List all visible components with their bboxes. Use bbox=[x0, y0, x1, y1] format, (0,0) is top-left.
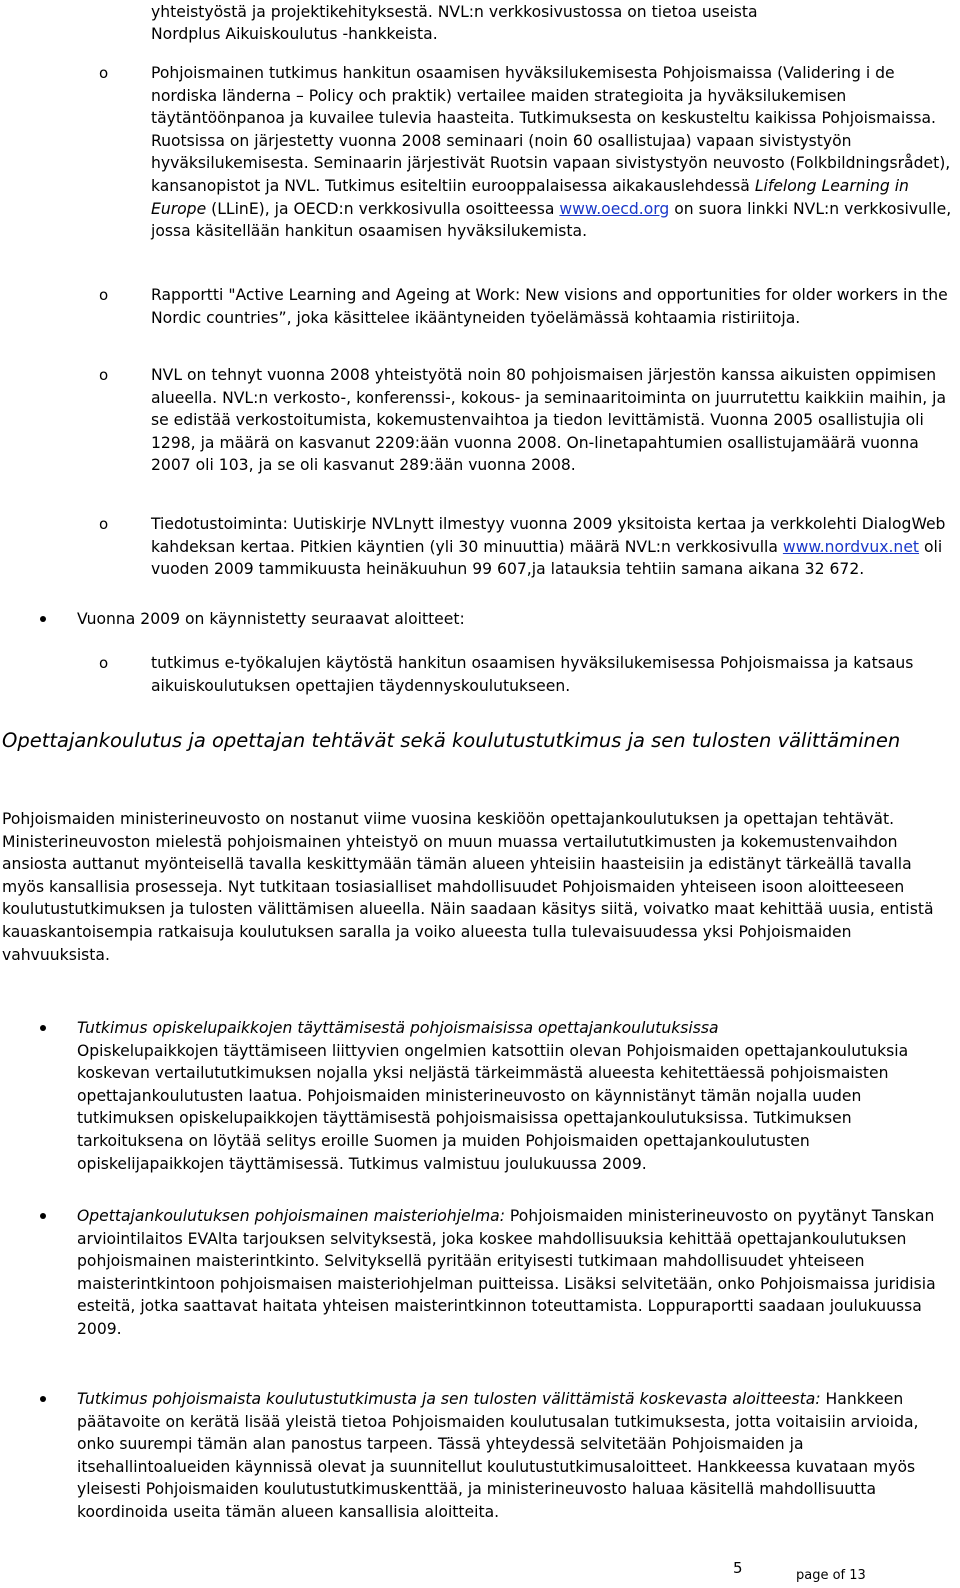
bullet-dot bbox=[38, 1205, 52, 1227]
page-number: 5 bbox=[733, 1559, 743, 1577]
section-heading: Opettajankoulutus ja opettajan tehtävät sekä koulutustutkimus ja sen tulosten välittäminen bbox=[2, 729, 901, 752]
sub-bullet-marker: o bbox=[99, 515, 109, 533]
sub-bullet-marker: o bbox=[99, 654, 109, 672]
intro-line-2: Nordplus Aikuiskoulutus -hankkeista. bbox=[151, 25, 438, 43]
sub-bullet-marker: o bbox=[99, 64, 109, 82]
bullet-masters-programme: Opettajankoulutuksen pohjoismainen maisteriohjelma: Pohjoismaiden ministerineuvosto on pyytänyt Tanskan arviointilaitos EVAlta tarjouksen selvityksestä, joka koskee mahdollisuuksia kehittää opettajankoulutuksen pohjoismainen maisterintkinto. Selvityksellä pyritään erityisesti tutkimaan mahdollisuudet yhteiseen maisterintkintoon pohjoismaisen maisteriohjelman puitteissa. Lisäksi selvitetään, onko Pohjoismaissa juridisia esteitä, jotka saattavat haitata yhteisen maisterintkinnon toteuttamista. Loppuraportti saadaan joulukuussa 2009. bbox=[77, 1207, 936, 1338]
bullet-research-initiative: Tutkimus pohjoismaista koulutustutkimusta ja sen tulosten välittämistä koskevasta aloitteesta: Hankkeen päätavoite on kerätä lisää yleistä tietoa Pohjoismaiden koulutusalan tutkimuksesta, jotta voitaisiin arvioida, onko suurempi tämän alan panostus tarpeen. Tässä yhteydessä selvitetään Pohjoismaiden ja itsehallintoalueiden käynnissä olevat ja suunnitellut koulutustutkimusaloitteet. Hankkeessa kuvataan myös yleisesti Pohjoismaiden koulutustutkimuskenttää, ja ministerineuvosto haluaa käsitellä mahdollisuutta koordinoida useita tämän alueen kansallisia aloitteita. bbox=[77, 1390, 919, 1521]
bullet-title: Tutkimus pohjoismaista koulutustutkimusta ja sen tulosten välittämistä koskevasta aloitteesta: bbox=[77, 1390, 821, 1408]
bullet-title: Opettajankoulutuksen pohjoismainen maisteriohjelma: bbox=[77, 1207, 505, 1225]
bullet-dot bbox=[38, 1388, 52, 1410]
bullet-student-places-study: Tutkimus opiskelupaikkojen täyttämisestä pohjoismaisissa opettajankoulutuksissa Opiskelupaikkojen täyttämiseen liittyvien ongelmien katsottiin olevan Pohjoismaiden opettajankoulutuksia koskevan vertailututkimuksen nojalla yksi neljästä tärkeimmästä alueesta kehitettäessä pohjoismaisten opettajankoulutusten laatua. Pohjoismaiden ministerineuvosto on käynnistänyt tämän nojalla uuden tutkimuksen opiskelupaikkojen täyttämisestä pohjoismaisissa opettajankoulutuksissa. Tutkimuksen tarkoituksena on löytää selitys eroille Suomen ja muiden Pohjoismaiden opettajankoulutusten opiskelijapaikkojen täyttämisessä. Tutkimus valmistuu joulukuussa 2009. bbox=[77, 1019, 909, 1173]
bullet-title: Tutkimus opiskelupaikkojen täyttämisestä pohjoismaisissa opettajankoulutuksissa bbox=[77, 1019, 719, 1037]
oecd-link[interactable]: www.oecd.org bbox=[559, 199, 670, 218]
sub-item-report: Rapportti "Active Learning and Ageing at Work: New visions and opportunities for older workers in the Nordic countries”, joka käsittelee ikääntyneiden työelämässä kohtaamia ristiriitoja. bbox=[151, 286, 948, 327]
intro-line-1: yhteistyöstä ja projektikehityksestä. NVL:n verkkosivustossa on tietoa useista bbox=[151, 3, 758, 21]
nordvux-link[interactable]: www.nordvux.net bbox=[782, 537, 920, 556]
bullet-dot bbox=[38, 1017, 52, 1039]
page-of-label: page of 13 bbox=[796, 1568, 866, 1583]
sub-bullet-marker: o bbox=[99, 366, 109, 384]
sub-item-cooperation: NVL on tehnyt vuonna 2008 yhteistyötä noin 80 pohjoismaisen järjestön kanssa aikuisten oppimisen alueella. NVL:n verkosto-, konferenssi-, kokous- ja seminaaritoiminta on juurrutettu kaikkiin maihin, ja se edistää verkostoitumista, kokemustenvaihtoa ja tiedon levittämistä. Vuonna 2005 osallistujia oli 1298, ja määrä on kasvanut 2209:ään vuonna 2008. On-linetapahtumien osallistujamäärä vuonna 2007 oli 103, ja se oli kasvanut 289:ään vuonna 2008. bbox=[151, 366, 947, 475]
sub-bullet-marker: o bbox=[99, 286, 109, 304]
sub-item-validation-study: Pohjoismainen tutkimus hankitun osaamisen hyväksilukemisesta Pohjoismaissa (Validering i de nordiska länderna – Policy och praktik) vertailee maiden strategioita ja hyväksilukemisen täytäntöönpanoa ja kuvailee tulevia haasteita. Tutkimuksesta on keskusteltu kaikissa Pohjoismaissa. Ruotsissa on järjestetty vuonna 2008 seminaari (noin 60 osallistujaa) vapaan sivistystyön hyväksilukemisesta. Seminaarin järjestivät Ruotsin vapaan sivistystyön neuvosto (Folkbildningsrådet), kansanopistot ja NVL. Tutkimus esiteltiin eurooppalaisessa aikakauslehdessä Lifelong Learning in Europe (LLinE), ja OECD:n verkkosivulla osoitteessa www.oecd.org on suora linkki NVL:n verkkosivulle, jossa käsitellään hankitun osaamisen hyväksilukemista. bbox=[151, 64, 952, 241]
journal-title: Lifelong Learning in Europe bbox=[151, 176, 909, 218]
sub-item-etools: tutkimus e-työkalujen käytöstä hankitun osaamisen hyväksilukemisessa Pohjoismaissa ja katsaus aikuiskoulutuksen opettajien täydennyskoulutukseen. bbox=[151, 654, 914, 695]
sub-item-communications: Tiedotustoiminta: Uutiskirje NVLnytt ilmestyy vuonna 2009 yksitoista kertaa ja verkkolehti DialogWeb kahdeksan kertaa. Pitkien käyntien (yli 30 minuuttia) määrä NVL:n verkkosivulla www.nordvux.net oli vuoden 2009 tammikuusta heinäkuuhun 99 607,ja latauksia tehtiin samana aikana 32 672. bbox=[151, 515, 946, 579]
bullet-2009-initiatives: Vuonna 2009 on käynnistetty seuraavat aloitteet: bbox=[77, 610, 465, 628]
bullet-dot bbox=[38, 608, 52, 630]
section-paragraph: Pohjoismaiden ministerineuvosto on nostanut viime vuosina keskiöön opettajankoulutuksen ja opettajan tehtävät. Ministerineuvoston mielestä pohjoismainen yhteistyö on muun muassa vertailututkimusten ja kokemustenvaihdon ansiosta auttanut myönteisellä tavalla keskittymään tämän alueen yhteisiin haasteisiin ja edistänyt tärkeällä tavalla myös kansallisia prosesseja. Nyt tutkitaan tosiasialliset mahdollisuudet Pohjoismaiden yhteiseen isoon aloitteeseen koulutustutkimuksen ja tulosten välittämisen alueella. Näin saadaan käsitys siitä, voivatko maat kehittää uusia, entistä kauaskantoisempia ratkaisuja koulutuksen saralla ja voiko alueesta tulla tulevaisuudessa yksi Pohjoismaiden vahvuuksista. bbox=[2, 810, 934, 964]
